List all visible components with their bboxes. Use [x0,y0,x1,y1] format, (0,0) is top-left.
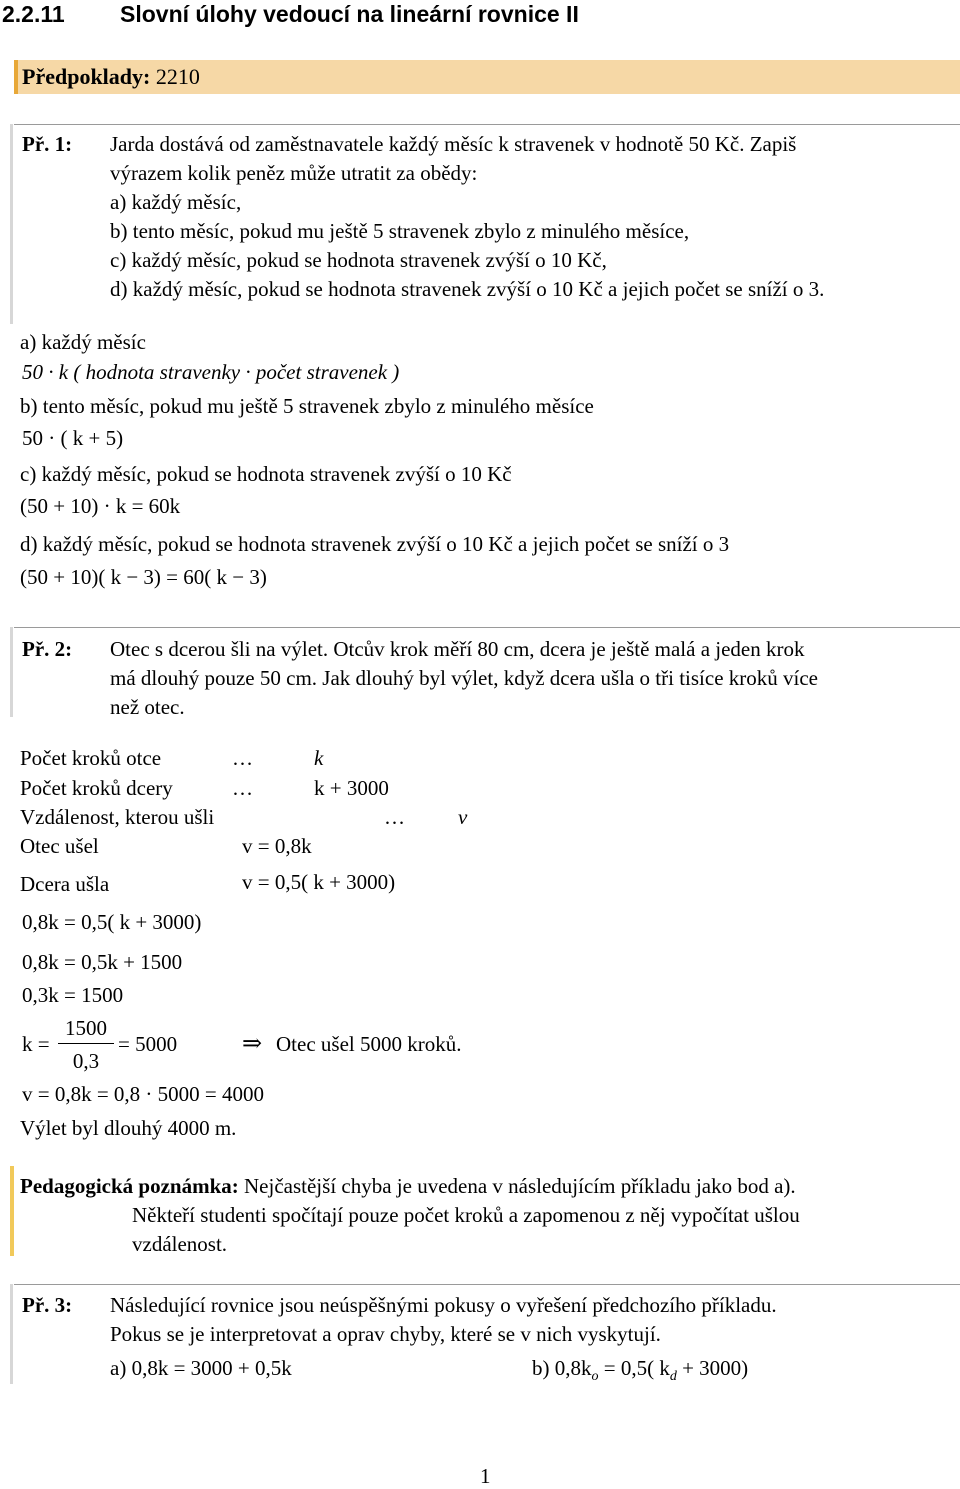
row-dots: … [232,746,253,770]
example-bar [10,627,13,717]
row-value: v = 0,8k [242,834,312,858]
solution-b-expression: 50 · ( k + 5) [22,426,124,450]
fraction-denominator: 0,3 [72,1049,100,1073]
example-3-line: Následující rovnice jsou neúspěšnými pokusy o vyřešení předchozího příkladu. [110,1293,777,1317]
attempt-b-start: b) 0,8k [532,1356,592,1380]
note-label: Pedagogická poznámka: [20,1174,239,1198]
example-2-line: než otec. [110,695,185,719]
equation-4-rhs: = 5000 [118,1032,178,1056]
page-title [2,1,579,29]
prerequisites [22,64,200,90]
divider [14,627,960,628]
prerequisites-value: 2210 [155,64,200,89]
row-value: v = 0,5( k + 3000) [242,870,396,894]
example-1-line: Jarda dostává od zaměstnavatele každý měsíc k stravenek v hodnotě 50 Kč. Zapiš [110,132,797,156]
example-1-line: d) každý měsíc, pokud se hodnota stravenek zvýší o 10 Kč a jejich počet se sníží o 3. [110,277,825,301]
solution-c-expression: (50 + 10) · k = 60k [20,494,181,518]
row-dots: … [232,776,253,800]
example-1-line: b) tento měsíc, pokud mu ještě 5 stravenek zbylo z minulého měsíce, [110,219,690,243]
solution-d-heading: d) každý měsíc, pokud se hodnota stravenek zvýší o 10 Kč a jejich počet se sníží o 3 [20,532,730,556]
example-3-line: Pokus se je interpretovat a oprav chyby, které se v nich vyskytují. [110,1322,661,1346]
subscript-d: d [669,1369,677,1385]
solution-a-heading: a) každý měsíc [20,330,146,354]
solution-a-expression: 50 · k ( hodnota stravenky · počet stravenek ) [22,360,400,384]
subscript-o: o [591,1369,599,1385]
divider [14,124,960,125]
example-2-label: Př. 2: [22,637,73,661]
prerequisites-label: Předpoklady: [22,64,151,89]
solution-d-expression: (50 + 10)( k − 3) = 60( k − 3) [20,565,267,589]
fraction-bar [58,1043,114,1044]
equation-2: 0,8k = 0,5k + 1500 [22,950,183,974]
row-label: Vzdálenost, kterou ušli [20,805,215,829]
row-value: k + 3000 [314,776,389,800]
example-1-line: a) každý měsíc, [110,190,242,214]
divider [14,1284,960,1285]
section-title: Slovní úlohy vedoucí na lineární rovnice II [120,1,579,27]
row-value: k [314,746,324,770]
row-label: Počet kroků otce [20,746,162,770]
example-bar [10,124,13,324]
equation-5: v = 0,8k = 0,8 · 5000 = 4000 [22,1082,265,1106]
note-line: Nejčastější chyba je uvedena v následujícím příkladu jako bod a). [244,1174,796,1198]
example-bar [10,1284,13,1384]
note-line: vzdálenost. [132,1232,228,1256]
row-label: Počet kroků dcery [20,776,173,800]
row-value: v [458,805,468,829]
example-1-label: Př. 1: [22,132,73,156]
equation-4-lhs: k = [22,1032,50,1056]
row-dots: … [384,805,405,829]
implies-arrow: ⇒ [242,1031,263,1057]
section-number: 2.2.11 [2,1,65,27]
example-1-line: výrazem kolik peněz může utratit za obědy: [110,161,478,185]
equation-4-result: Otec ušel 5000 kroků. [276,1032,462,1056]
row-label: Otec ušel [20,834,99,858]
equation-3: 0,3k = 1500 [22,983,124,1007]
page-number: 1 [480,1464,491,1488]
row-label: Dcera ušla [20,872,110,896]
attempt-b [532,1356,748,1386]
example-2-line: má dlouhý pouze 50 cm. Jak dlouhý byl výlet, když dcera ušla o tři tisíce kroků více [110,666,818,690]
attempt-b-end: + 3000) [676,1356,749,1380]
attempt-a: a) 0,8k = 3000 + 0,5k [110,1356,292,1380]
attempt-b-mid: = 0,5( k [598,1356,670,1380]
equation-1: 0,8k = 0,5( k + 3000) [22,910,202,934]
example-3-label: Př. 3: [22,1293,73,1317]
example-1-line: c) každý měsíc, pokud se hodnota stravenek zvýší o 10 Kč, [110,248,607,272]
fraction-numerator: 1500 [65,1016,107,1040]
solution-b-heading: b) tento měsíc, pokud mu ještě 5 stravenek zbylo z minulého měsíce [20,394,594,418]
example-2-line: Otec s dcerou šli na výlet. Otcův krok měří 80 cm, dcera je ještě malá a jeden krok [110,637,805,661]
solution-c-heading: c) každý měsíc, pokud se hodnota stravenek zvýší o 10 Kč [20,462,512,486]
note-line: Někteří studenti spočítají pouze počet kroků a zapomenou z něj vypočítat ušlou [132,1203,800,1227]
pedagogical-note [20,1174,796,1199]
conclusion: Výlet byl dlouhý 4000 m. [20,1116,237,1140]
note-bar [10,1166,14,1256]
